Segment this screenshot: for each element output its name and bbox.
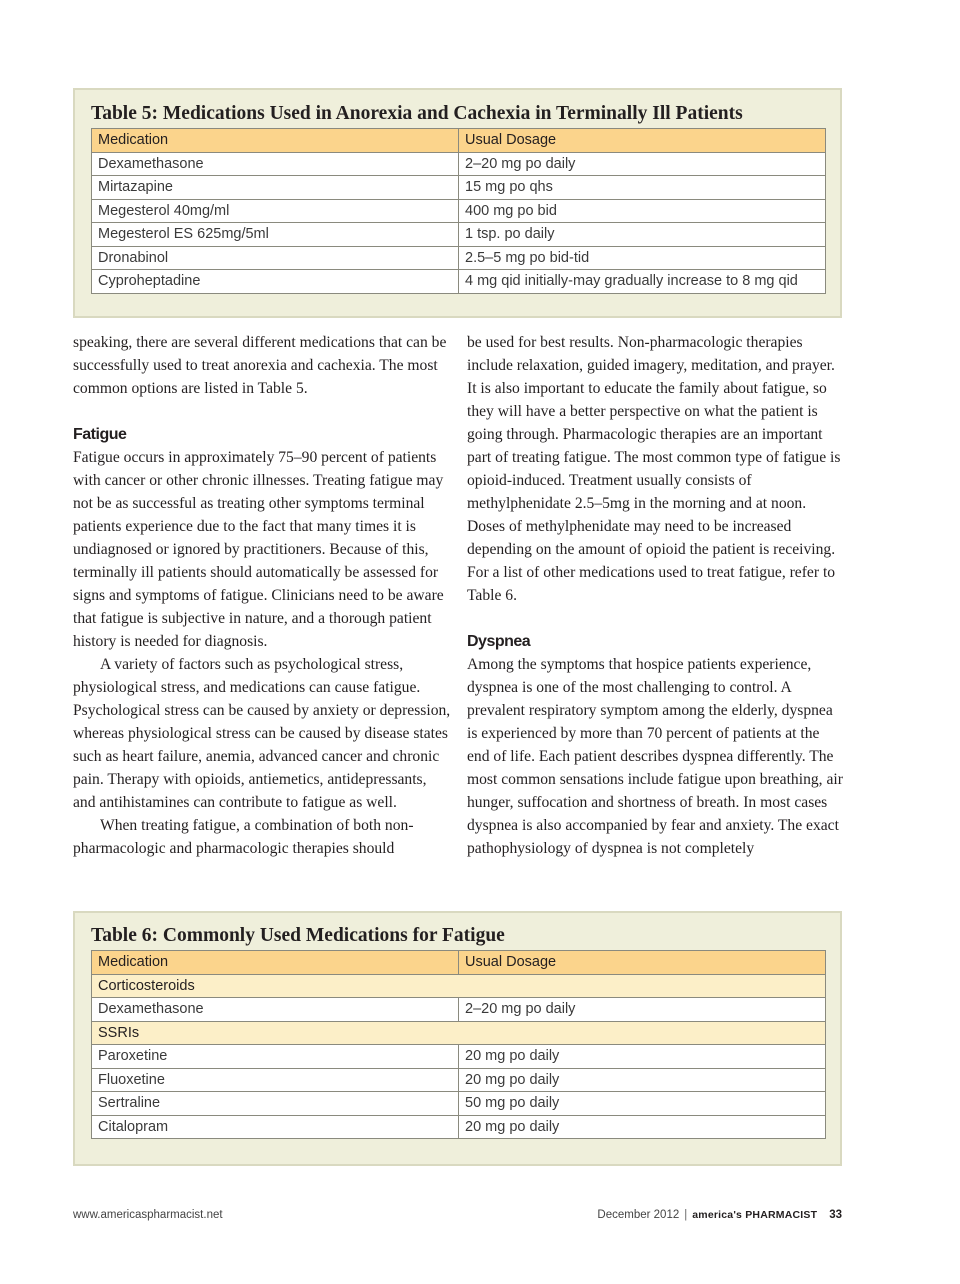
table-row — [92, 1068, 826, 1092]
table-row — [92, 199, 826, 223]
cell-medication: Dronabinol — [92, 246, 459, 270]
cell-dosage: 20 mg po daily — [459, 1068, 826, 1092]
cell-dosage: 20 mg po daily — [459, 1045, 826, 1069]
table-row — [92, 270, 826, 294]
cell-medication: Sertraline — [92, 1092, 459, 1116]
table-header-row — [92, 951, 826, 975]
header-usual-dosage: Usual Dosage — [459, 129, 826, 153]
left-column — [73, 331, 451, 860]
dyspnea-heading: Dyspnea — [467, 633, 531, 650]
cell-medication: Megesterol ES 625mg/5ml — [92, 223, 459, 247]
cell-dosage: 15 mg po qhs — [459, 176, 826, 200]
paragraph: speaking, there are several different medications that can be successfully used to treat anorexia and cachexia. The most common options are listed in Table 5. — [73, 334, 447, 397]
table-row — [92, 1092, 826, 1116]
paragraph: A variety of factors such as psychological stress, physiological stress, and medications can cause fatigue. Psychological stress can be caused by anxiety or depression, whereas physiological stress can be caused by disease states such as heart failure, anemia, advanced cancer and chronic pain. Therapy with opioids, antiemetics, antidepressants, and antihistamines can contribute to fatigue as well. — [73, 656, 451, 811]
cell-medication: Dexamethasone — [92, 998, 459, 1022]
cell-medication: Dexamethasone — [92, 152, 459, 176]
paragraph: When treating fatigue, a combination of both non-pharmacologic and pharmacologic therapies should — [73, 817, 414, 857]
table-6-box — [73, 911, 842, 1166]
table-row — [92, 152, 826, 176]
header-usual-dosage: Usual Dosage — [459, 951, 826, 975]
group-row-corticosteroids — [92, 974, 826, 998]
table-row — [92, 1045, 826, 1069]
group-label: SSRIs — [92, 1021, 826, 1045]
fatigue-heading: Fatigue — [73, 426, 127, 443]
footer-separator: | — [684, 1209, 688, 1221]
table-row — [92, 998, 826, 1022]
cell-medication: Fluoxetine — [92, 1068, 459, 1092]
table-row — [92, 223, 826, 247]
cell-medication: Citalopram — [92, 1115, 459, 1139]
table-6 — [91, 950, 826, 1139]
table-row — [92, 246, 826, 270]
cell-dosage: 2.5–5 mg po bid-tid — [459, 246, 826, 270]
table-row — [92, 176, 826, 200]
group-row-ssris — [92, 1021, 826, 1045]
footer-date: December 2012 — [597, 1209, 680, 1221]
cell-medication: Cyproheptadine — [92, 270, 459, 294]
cell-dosage: 2–20 mg po daily — [459, 998, 826, 1022]
cell-dosage: 2–20 mg po daily — [459, 152, 826, 176]
cell-dosage: 1 tsp. po daily — [459, 223, 826, 247]
table-5-box — [73, 88, 842, 318]
table-header-row — [92, 129, 826, 153]
cell-dosage: 4 mg qid initially-may gradually increase to 8 mg qid — [459, 270, 826, 294]
cell-dosage: 20 mg po daily — [459, 1115, 826, 1139]
right-column — [467, 331, 845, 860]
group-label: Corticosteroids — [92, 974, 826, 998]
cell-medication: Megesterol 40mg/ml — [92, 199, 459, 223]
paragraph: Fatigue occurs in approximately 75–90 percent of patients with cancer or other chronic illnesses. Treating fatigue may not be as successful as treating other symptoms terminal patients experience due to the fact that many times it is undiagnosed or ignored by practitioners. Because of this, terminally ill patients should automatically be assessed for signs and symptoms of fatigue. Clinicians need to be aware that fatigue is subjective in nature, and a thorough patient history is needed for diagnosis. — [73, 449, 444, 650]
table-5-title: Table 5: Medications Used in Anorexia and Cachexia in Terminally Ill Patients — [91, 103, 743, 124]
header-medication: Medication — [92, 951, 459, 975]
cell-medication: Paroxetine — [92, 1045, 459, 1069]
page-number: 33 — [829, 1209, 842, 1221]
table-row — [92, 1115, 826, 1139]
paragraph: Among the symptoms that hospice patients experience, dyspnea is one of the most challenging to control. A prevalent respiratory symptom among the elderly, dyspnea is experienced by more than 70 percent of patients at the end of life. Each patient describes dyspnea differently. The most common sensations include fatigue upon breathing, air hunger, suffocation and shortness of breath. In most cases dyspnea is also accompanied by fear and anxiety. The exact pathophysiology of dyspnea is not completely — [467, 656, 843, 857]
table-5 — [91, 128, 826, 294]
footer-url[interactable]: www.americaspharmacist.net — [73, 1209, 223, 1221]
cell-dosage: 400 mg po bid — [459, 199, 826, 223]
magazine-logo: america's PHARMACIST — [692, 1209, 818, 1221]
cell-dosage: 50 mg po daily — [459, 1092, 826, 1116]
paragraph: be used for best results. Non-pharmacologic therapies include relaxation, guided imagery, meditation, and prayer. It is also important to educate the family about fatigue, so they will have a better perspective on what the patient is going through. Pharmacologic therapies are an important part of treating fatigue. The most common type of fatigue is opioid-induced. Treatment usually consists of methylphenidate 2.5–5mg in the morning and at noon. Doses of methylphenidate may need to be increased depending on the amount of opioid the patient is receiving. For a list of other medications used to treat fatigue, refer to Table 6. — [467, 334, 841, 604]
table-6-title: Table 6: Commonly Used Medications for Fatigue — [91, 925, 505, 946]
footer-issue-info — [597, 1209, 842, 1221]
header-medication: Medication — [92, 129, 459, 153]
cell-medication: Mirtazapine — [92, 176, 459, 200]
